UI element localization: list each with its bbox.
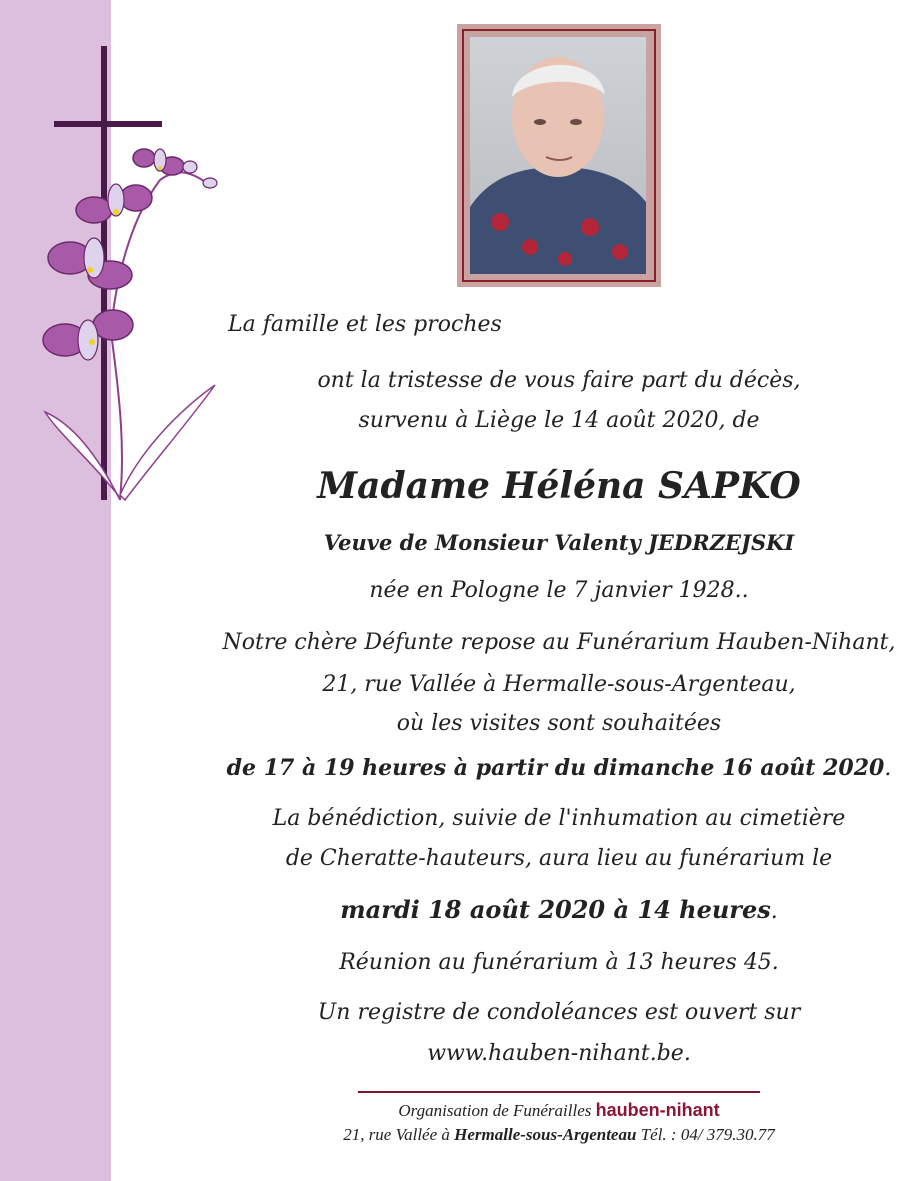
register-line-2: www.hauben-nihant.be. xyxy=(427,1041,691,1066)
footer-org-prefix: Organisation de Funérailles xyxy=(398,1101,592,1120)
footer-org xyxy=(200,1100,918,1121)
ceremony-dot: . xyxy=(770,899,778,924)
portrait-photo xyxy=(470,37,646,274)
visits-dot: . xyxy=(884,756,892,781)
ceremony-line-2: de Cheratte-hauteurs, aura lieu au funérarium le xyxy=(285,846,833,871)
rest-line-2: 21, rue Vallée à Hermalle-sous-Argenteau, xyxy=(322,672,796,697)
register-line-1: Un registre de condoléances est ouvert sur xyxy=(317,1000,801,1025)
portrait-frame xyxy=(457,24,661,287)
announcement-line-1: ont la tristesse de vous faire part du décès, xyxy=(317,368,801,393)
rest-line-3: où les visites sont souhaitées xyxy=(396,711,722,736)
portrait-border xyxy=(462,29,656,282)
footer-divider xyxy=(358,1091,760,1093)
ceremony-date: mardi 18 août 2020 à 14 heures xyxy=(340,895,771,924)
meeting-info: Réunion au funérarium à 13 heures 45. xyxy=(339,950,779,975)
ceremony-line-1: La bénédiction, suivie de l'inhumation au cimetière xyxy=(272,806,846,831)
footer-phone: Tél. : 04/ 379.30.77 xyxy=(640,1125,775,1144)
footer-brand: hauben-nihant xyxy=(595,1100,720,1120)
announcement-line-2: survenu à Liège le 14 août 2020, de xyxy=(358,408,760,433)
footer-address xyxy=(200,1125,918,1145)
rest-line-1: Notre chère Défunte repose au Funérarium Hauben-Nihant, xyxy=(222,630,896,655)
widow-of: Veuve de Monsieur Valenty JEDRZEJSKI xyxy=(323,530,795,555)
birth-info: née en Pologne le 7 janvier 1928.. xyxy=(369,578,749,603)
visits-hours: de 17 à 19 heures à partir du dimanche 16 août 2020 xyxy=(226,755,885,781)
deceased-name: Madame Héléna SAPKO xyxy=(317,465,801,507)
intro-text: La famille et les proches xyxy=(228,312,502,337)
cross-with-orchids-icon xyxy=(20,40,220,510)
footer-addr-prefix: 21, rue Vallée à xyxy=(343,1125,450,1144)
ceremony-date-line xyxy=(200,895,918,924)
visits-line xyxy=(200,755,918,781)
footer-addr-town: Hermalle-sous-Argenteau xyxy=(454,1125,637,1144)
